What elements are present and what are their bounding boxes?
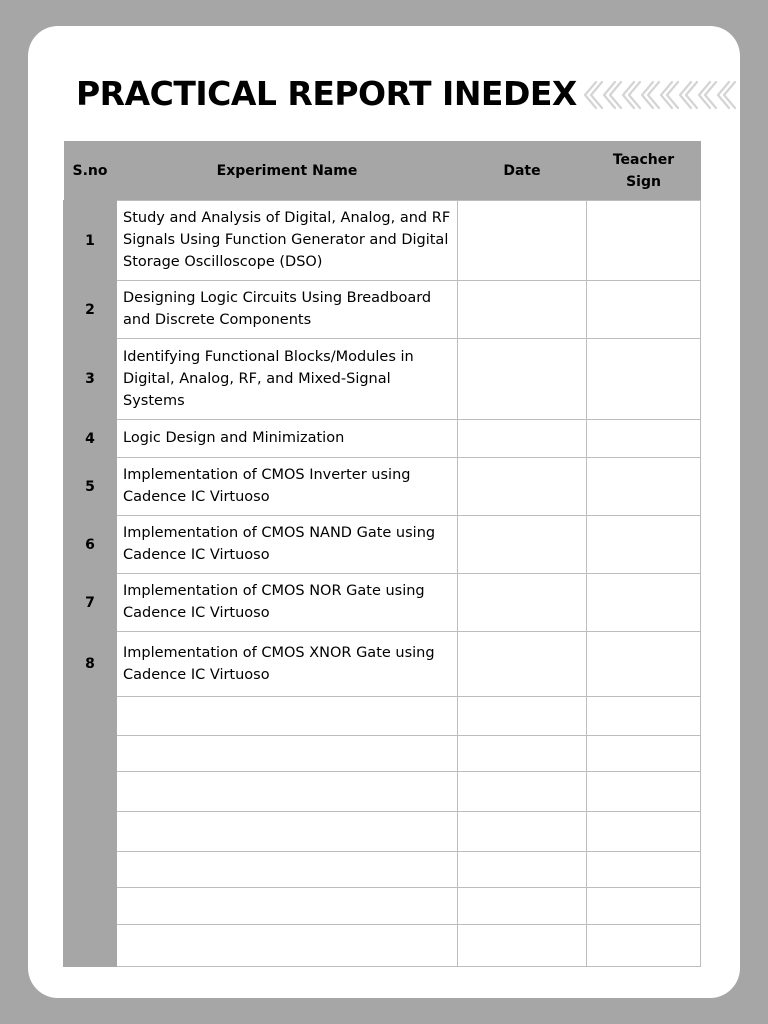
table-row-empty [64, 736, 701, 772]
row-sign-cell[interactable] [587, 925, 701, 967]
row-sign-cell[interactable] [587, 574, 701, 632]
row-experiment-name[interactable] [117, 852, 458, 888]
row-sign-cell[interactable] [587, 420, 701, 458]
row-date-cell[interactable] [458, 697, 587, 736]
row-sign-cell[interactable] [587, 888, 701, 925]
row-sno: 7 [64, 574, 117, 632]
row-date-cell[interactable] [458, 812, 587, 852]
row-experiment-name: Logic Design and Minimization [117, 420, 458, 458]
row-experiment-name: Study and Analysis of Digital, Analog, and RF Signals Using Function Generator and Digital Storage Oscilloscope (DSO) [117, 201, 458, 281]
row-sno: 8 [64, 632, 117, 697]
row-sno [64, 812, 117, 852]
row-experiment-name: Implementation of CMOS XNOR Gate using Cadence IC Virtuoso [117, 632, 458, 697]
table-row-empty [64, 697, 701, 736]
table-row-empty [64, 852, 701, 888]
row-date-cell[interactable] [458, 632, 587, 697]
row-sign-cell[interactable] [587, 697, 701, 736]
row-sno [64, 888, 117, 925]
row-sno [64, 925, 117, 967]
table-row [64, 339, 701, 420]
row-sno: 5 [64, 458, 117, 516]
table-row [64, 420, 701, 458]
row-sno: 2 [64, 281, 117, 339]
table-row [64, 632, 701, 697]
row-date-cell[interactable] [458, 772, 587, 812]
row-sno [64, 772, 117, 812]
row-sign-cell[interactable] [587, 812, 701, 852]
row-experiment-name: Designing Logic Circuits Using Breadboard and Discrete Components [117, 281, 458, 339]
row-sno [64, 736, 117, 772]
row-experiment-name: Implementation of CMOS NOR Gate using Cadence IC Virtuoso [117, 574, 458, 632]
row-experiment-name[interactable] [117, 812, 458, 852]
row-experiment-name[interactable] [117, 736, 458, 772]
row-experiment-name: Implementation of CMOS NAND Gate using Cadence IC Virtuoso [117, 516, 458, 574]
table-row-empty [64, 888, 701, 925]
header-experiment-name: Experiment Name [117, 141, 458, 201]
row-sign-cell[interactable] [587, 772, 701, 812]
row-sign-cell[interactable] [587, 516, 701, 574]
table-row-empty [64, 772, 701, 812]
row-date-cell[interactable] [458, 888, 587, 925]
table-row [64, 516, 701, 574]
row-sign-cell[interactable] [587, 339, 701, 420]
header-teacher-sign [587, 141, 701, 201]
table-row [64, 574, 701, 632]
table-header-row [64, 141, 701, 201]
row-experiment-name[interactable] [117, 925, 458, 967]
row-date-cell[interactable] [458, 516, 587, 574]
table-row [64, 201, 701, 281]
header-sno: S.no [64, 141, 117, 201]
row-sno [64, 852, 117, 888]
row-experiment-name[interactable] [117, 772, 458, 812]
row-sno: 6 [64, 516, 117, 574]
page-title: PRACTICAL REPORT INEDEX [76, 74, 577, 113]
row-date-cell[interactable] [458, 458, 587, 516]
header-teacher-sign-line2: Sign [626, 173, 661, 190]
table-row [64, 281, 701, 339]
row-date-cell[interactable] [458, 420, 587, 458]
row-sign-cell[interactable] [587, 458, 701, 516]
row-experiment-name: Identifying Functional Blocks/Modules in Digital, Analog, RF, and Mixed-Signal Systems [117, 339, 458, 420]
row-sign-cell[interactable] [587, 281, 701, 339]
row-date-cell[interactable] [458, 852, 587, 888]
row-sno [64, 697, 117, 736]
row-sign-cell[interactable] [587, 632, 701, 697]
row-experiment-name: Implementation of CMOS Inverter using Cadence IC Virtuoso [117, 458, 458, 516]
row-experiment-name[interactable] [117, 697, 458, 736]
row-sno: 3 [64, 339, 117, 420]
row-experiment-name[interactable] [117, 888, 458, 925]
row-date-cell[interactable] [458, 736, 587, 772]
row-sign-cell[interactable] [587, 201, 701, 281]
row-date-cell[interactable] [458, 574, 587, 632]
header-date: Date [458, 141, 587, 201]
chevron-left-decoration-icon [582, 78, 740, 112]
row-date-cell[interactable] [458, 925, 587, 967]
row-sign-cell[interactable] [587, 852, 701, 888]
header-teacher-sign-line1: Teacher [612, 151, 675, 168]
row-sign-cell[interactable] [587, 736, 701, 772]
practical-index-table [63, 141, 701, 967]
table-row-empty [64, 925, 701, 967]
row-date-cell[interactable] [458, 339, 587, 420]
row-sno: 1 [64, 201, 117, 281]
row-date-cell[interactable] [458, 201, 587, 281]
row-date-cell[interactable] [458, 281, 587, 339]
table-row [64, 458, 701, 516]
table-row-empty [64, 812, 701, 852]
row-sno: 4 [64, 420, 117, 458]
